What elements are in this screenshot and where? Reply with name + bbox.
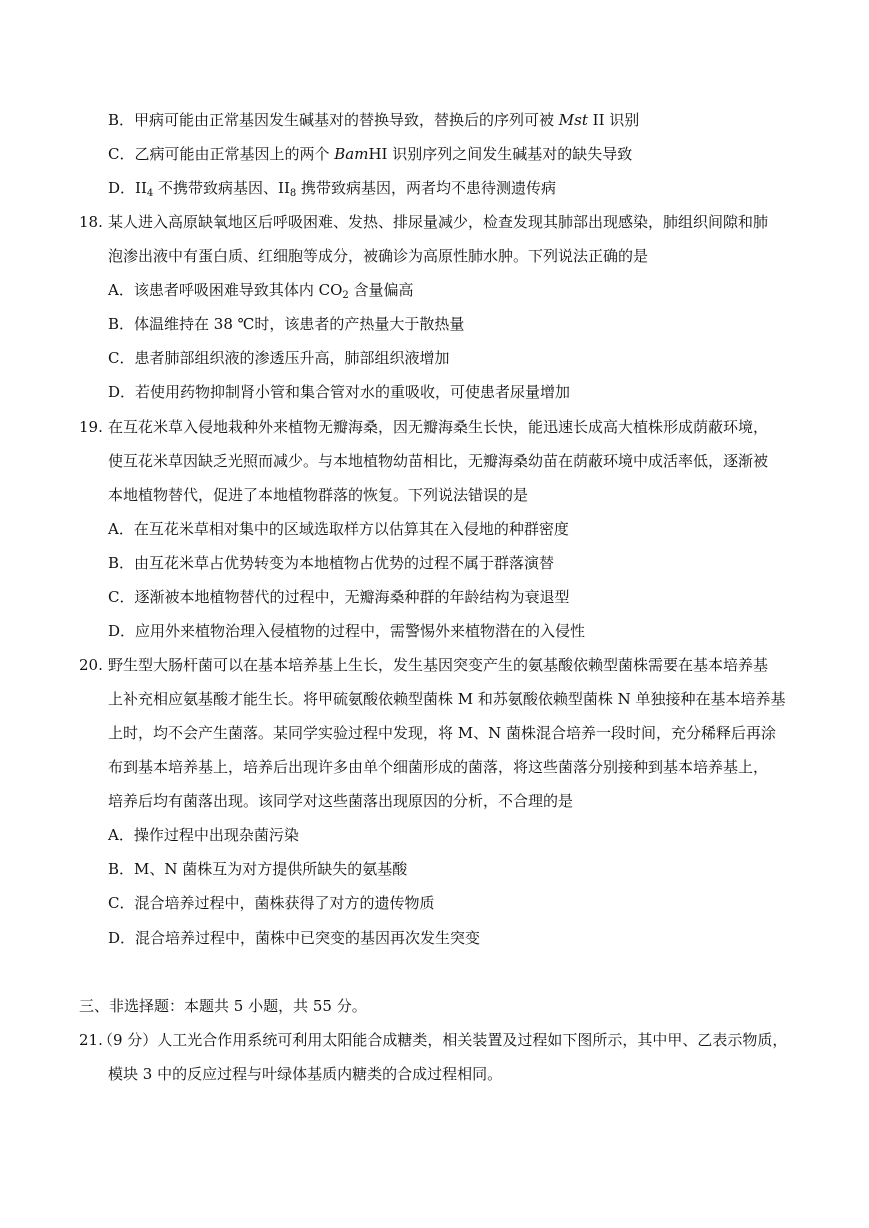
q18-option-a: A．该患者呼吸困难导致其体内 $CO_2$ 含量偏高 (108, 281, 414, 301)
q17-option-d: D．$II_4$ 不携带致病基因、$II_8$ 携带致病基因，两者均不患待测遗传病 (108, 179, 557, 199)
q20-option-a: A．操作过程中出现杂菌污染 (108, 826, 299, 844)
q19-option-b: B．由互花米草占优势转变为本地植物占优势的过程不属于群落演替 (108, 554, 555, 572)
q21-number: 21. (79, 1031, 103, 1049)
q18-option-b: B．体温维持在 38 ℃时，该患者的产热量大于散热量 (108, 315, 465, 333)
q18-number: 18. (79, 213, 103, 231)
section-heading: 三、非选择题：本题共 5 小题，共 55 分。 (79, 997, 367, 1015)
q20-option-b: B．M、N 菌株互为对方提供所缺失的氨基酸 (108, 860, 408, 878)
q19-option-a: A．在互花米草相对集中的区域选取样方以估算其在入侵地的种群密度 (108, 520, 569, 538)
q19-number: 19. (79, 418, 103, 436)
q19-stem-line: 使互花米草因缺乏光照而减少。与本地植物幼苗相比，无瓣海桑幼苗在荫蔽环境中成活率低，逐渐被 (108, 452, 769, 470)
q17-option-c: C．乙病可能由正常基因上的两个 BamHI 识别序列之间发生碱基对的缺失导致 (108, 145, 633, 163)
q20-stem-line: 布到基本培养基上，培养后出现许多由单个细菌形成的菌落，将这些菌落分别接种到基本培养基上， (108, 758, 769, 776)
q21-stem-line: 模块 3 中的反应过程与叶绿体基质内糖类的合成过程相同。 (108, 1065, 503, 1083)
q18-stem-line: 某人进入高原缺氧地区后呼吸困难、发热、排尿量减少，检查发现其肺部出现感染，肺组织间隙和肺 (108, 213, 769, 231)
q17-option-b: B．甲病可能由正常基因发生碱基对的替换导致，替换后的序列可被 Mst II 识别 (108, 111, 640, 129)
q21-stem-line: （9 分）人工光合作用系统可利用太阳能合成糖类，相关装置及过程如下图所示，其中甲、乙表示物质， (98, 1031, 788, 1049)
q20-option-d: D．混合培养过程中，菌株中已突变的基因再次发生突变 (108, 929, 481, 947)
q18-option-c: C．患者肺部组织液的渗透压升高，肺部组织液增加 (108, 349, 450, 367)
q18-stem-line: 泡渗出液中有蛋白质、红细胞等成分，被确诊为高原性肺水肿。下列说法正确的是 (108, 247, 649, 265)
q19-option-c: C．逐渐被本地植物替代的过程中，无瓣海桑种群的年龄结构为衰退型 (108, 588, 570, 606)
q19-stem-line: 在互花米草入侵地栽种外来植物无瓣海桑，因无瓣海桑生长快，能迅速长成高大植株形成荫蔽环境， (108, 418, 769, 436)
q20-stem-line: 上补充相应氨基酸才能生长。将甲硫氨酸依赖型菌株 M 和苏氨酸依赖型菌株 N 单独接种在基本培养基 (108, 690, 786, 708)
q18-option-d: D．若使用药物抑制肾小管和集合管对水的重吸收，可使患者尿量增加 (108, 383, 571, 401)
q20-option-c: C．混合培养过程中，菌株获得了对方的遗传物质 (108, 894, 435, 912)
q20-stem-line: 野生型大肠杆菌可以在基本培养基上生长，发生基因突变产生的氨基酸依赖型菌株需要在基本培养基 (108, 656, 769, 674)
q20-number: 20. (79, 656, 103, 674)
q20-stem-line: 培养后均有菌落出现。该同学对这些菌落出现原因的分析，不合理的是 (108, 792, 574, 810)
q20-stem-line: 上时，均不会产生菌落。某同学实验过程中发现，将 M、N 菌株混合培养一段时间，充分稀释后再涂 (108, 724, 777, 742)
q19-stem-line: 本地植物替代，促进了本地植物群落的恢复。下列说法错误的是 (108, 486, 529, 504)
q19-option-d: D．应用外来植物治理入侵植物的过程中，需警惕外来植物潜在的入侵性 (108, 622, 586, 640)
